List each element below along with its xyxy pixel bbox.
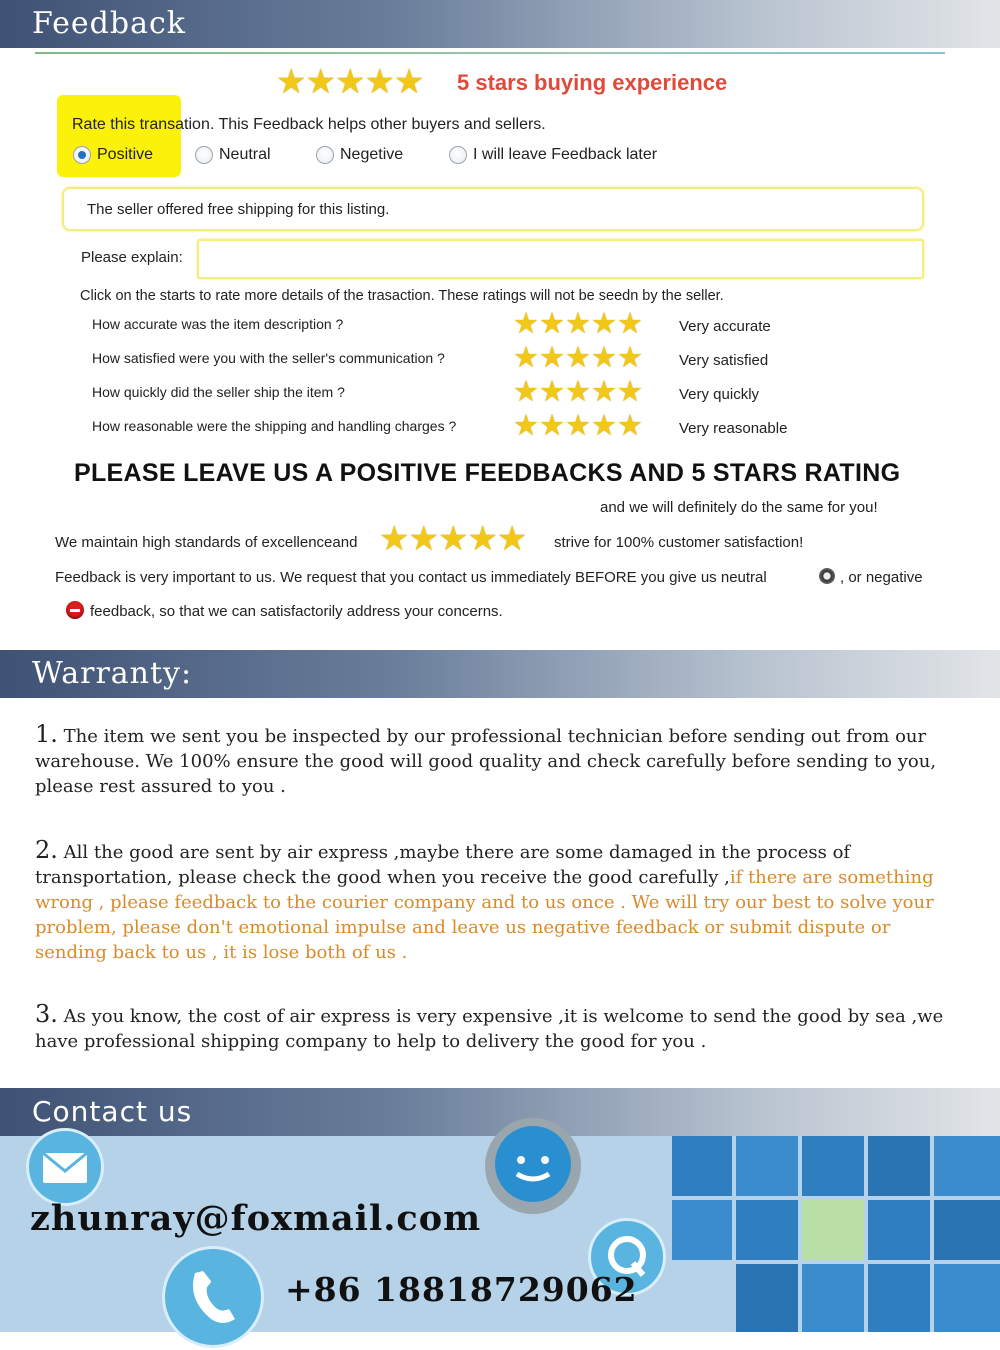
negative-feedback-icon (66, 601, 84, 619)
explain-input[interactable] (197, 239, 924, 279)
rating-question: How accurate was the item description ? (92, 316, 344, 332)
warranty-section-band (0, 650, 1000, 698)
comment-field[interactable] (62, 187, 924, 231)
details-intro: Click on the starts to rate more details of the trasaction. These ratings will not be seedn by the seller. (80, 288, 724, 304)
important-line-1: Feedback is very important to us. We request that you contact us immediately BEFORE you give us neutral (55, 569, 767, 586)
divider (35, 52, 945, 54)
rating-label: Very accurate (679, 318, 771, 335)
radio-icon (195, 146, 213, 164)
feedback-section-band (0, 0, 1000, 48)
comment-value: The seller offered free shipping for this listing. (87, 201, 390, 218)
important-line-2: , or negative (840, 569, 923, 586)
neutral-feedback-icon (819, 568, 835, 584)
contact-email[interactable]: zhunray@foxmail.com (30, 1198, 482, 1239)
radio-negative[interactable]: Negetive (316, 146, 403, 164)
rating-label: Very reasonable (679, 420, 788, 437)
rating-label: Very satisfied (679, 352, 769, 369)
contact-phone[interactable]: +86 18818729062 (285, 1270, 638, 1309)
standards-left: We maintain high standards of excellenceand (55, 534, 358, 551)
rating-label: Very quickly (679, 386, 760, 403)
radio-icon (449, 146, 467, 164)
world-map-icon (672, 1136, 1000, 1332)
warranty-item: 3. As you know, the cost of air express is very expensive ,it is welcome to send the good by sea ,we have professional shipping company to help to delivery the good for you . (35, 1000, 944, 1052)
headline-stars: ★★★★★ (276, 63, 424, 101)
radio-positive[interactable]: Positive (73, 146, 153, 164)
envelope-icon[interactable] (26, 1128, 104, 1206)
phone-icon[interactable] (162, 1246, 264, 1348)
rating-stars[interactable]: ★★★★★ (513, 410, 643, 442)
rating-stars[interactable]: ★★★★★ (513, 308, 643, 340)
explain-label: Please explain: (81, 249, 183, 266)
radio-later[interactable]: I will leave Feedback later (449, 146, 657, 164)
feedback-section-title: Feedback (32, 6, 186, 41)
contact-section-title: Contact us (32, 1095, 193, 1128)
standards-stars: ★★★★★ (379, 520, 527, 558)
selection-highlight (57, 95, 181, 177)
rating-question: How satisfied were you with the seller's communication ? (92, 350, 445, 366)
promo-subline: and we will definitely do the same for you! (600, 499, 878, 516)
important-line-3: feedback, so that we can satisfactorily address your concerns. (90, 603, 503, 620)
warranty-section-title: Warranty: (32, 656, 193, 691)
radio-checked-icon (73, 146, 91, 164)
rating-question: How quickly did the seller ship the item ? (92, 384, 345, 400)
promo-heading: PLEASE LEAVE US A POSITIVE FEEDBACKS AND 5 STARS RATING (74, 459, 901, 487)
radio-neutral[interactable]: Neutral (195, 146, 271, 164)
standards-right: strive for 100% customer satisfaction! (554, 534, 804, 551)
chat-smiley-icon[interactable] (485, 1118, 581, 1214)
rating-stars[interactable]: ★★★★★ (513, 342, 643, 374)
rating-stars[interactable]: ★★★★★ (513, 376, 643, 408)
rate-prompt: Rate this transation. This Feedback helps other buyers and sellers. (72, 116, 546, 133)
rating-question: How reasonable were the shipping and handling charges ? (92, 418, 457, 434)
radio-icon (316, 146, 334, 164)
headline-text: 5 stars buying experience (457, 70, 728, 95)
warranty-item: 1. The item we sent you be inspected by our professional technician before sending out from our warehouse. We 100% ensure the good will good quality and check carefully before sending to you, please rest assured to you . (35, 720, 937, 797)
warranty-item: 2. All the good are sent by air express ,maybe there are some damaged in the process of transportation, please check the good when you receive the good carefully ,if there are something wrong , please feedback to the courier company and to us once . We will try our best to solve your problem, please don't emotional impulse and leave us negative feedback or submit dispute or sending back to us , it is lose both of us . (35, 836, 934, 963)
